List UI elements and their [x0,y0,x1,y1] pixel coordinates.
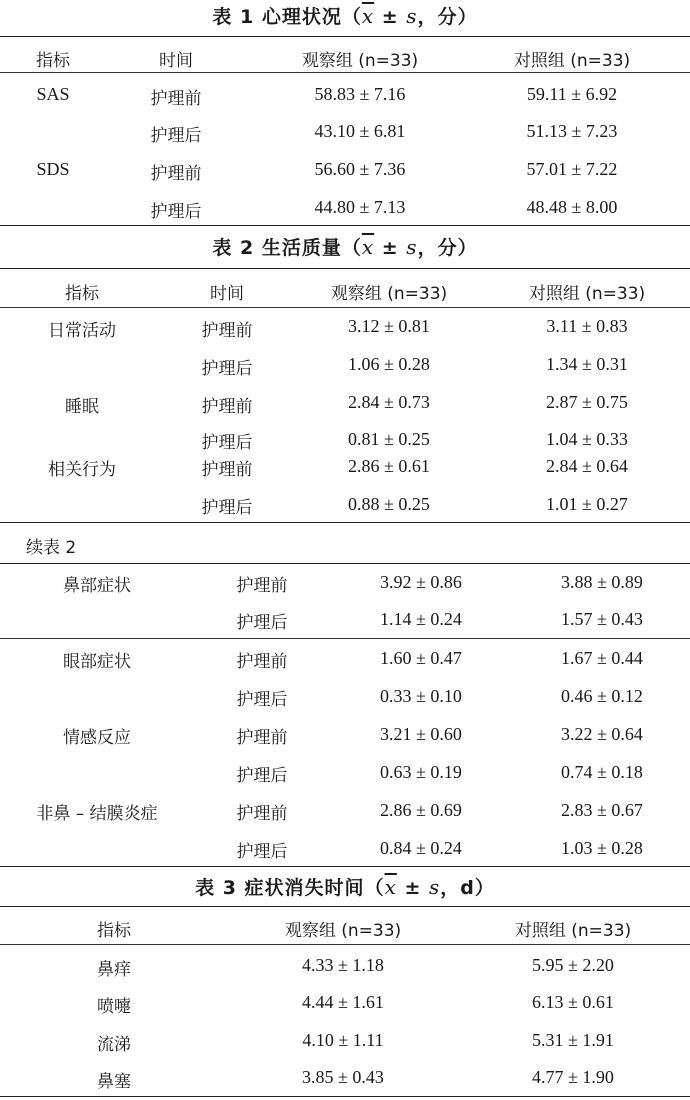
table1-row-time: 护理后 [150,202,202,222]
table1-row-indicator: SAS [36,84,70,104]
table2-cont-obs: 3.21 ± 0.60 [380,724,462,744]
table2-header-observation: 观察组 (n=33) [330,284,448,304]
table2-header-control: 对照组 (n=33) [528,284,646,304]
table2-title-text: 表 2 生活质量（ [212,237,362,259]
table2-bottom-rule [0,522,690,523]
table3-row-indicator: 鼻痒 [97,960,131,980]
table2-row-obs: 2.84 ± 0.73 [348,392,430,412]
table3-title-sd-symbol: s [429,875,441,899]
table1-title-sd-symbol: s [406,4,418,28]
table2-row-indicator: 睡眠 [65,397,99,417]
table1-header-indicator: 指标 [36,51,70,71]
table2-title-sd-symbol: s [406,235,418,259]
table2-header-time: 时间 [210,284,244,304]
table2-row-obs: 1.06 ± 0.28 [348,354,430,374]
table2-row-obs: 0.88 ± 0.25 [348,494,430,514]
continued-top-rule [0,563,690,564]
table2-cont-ctrl: 2.83 ± 0.67 [561,800,643,820]
table2-header-rule [0,307,690,308]
table2-header-indicator: 指标 [65,284,99,304]
table3-top-rule [0,906,690,907]
table1-header-rule [0,72,690,73]
table1-header-observation: 观察组 (n=33) [301,51,419,71]
table3-row-obs: 4.33 ± 1.18 [302,955,384,975]
table1-title [0,2,690,29]
table1-title-text: 表 1 心理状况（ [212,6,362,28]
table2-cont-obs: 0.63 ± 0.19 [380,762,462,782]
table2-cont-obs: 1.60 ± 0.47 [380,648,462,668]
table3-row-indicator: 流涕 [97,1035,131,1055]
table2-title-mean-symbol: $\overline{x}$ [361,235,375,259]
table1-row-obs: 44.80 ± 7.13 [314,197,406,217]
table2-cont-ctrl: 0.74 ± 0.18 [561,762,643,782]
table2-row-time: 护理前 [201,460,253,480]
table3-row-obs: 4.44 ± 1.61 [302,992,384,1012]
table2-cont-time: 护理前 [236,728,288,748]
table3-title-mean-symbol: $\overline{x}$ [384,875,397,899]
table1-header-time: 时间 [159,51,193,71]
table1-row-ctrl: 51.13 ± 7.23 [526,121,618,141]
table2-cont-ctrl: 1.67 ± 0.44 [561,648,643,668]
table2-row-ctrl: 2.84 ± 0.64 [546,456,628,476]
table2-row-obs: 3.12 ± 0.81 [348,316,430,336]
table2-cont-time: 护理前 [236,576,288,596]
table2-cont-indicator: 情感反应 [63,728,131,748]
table1-title-plusminus: ± [374,6,407,28]
table2-cont-time: 护理后 [236,842,288,862]
table2-row-ctrl: 2.87 ± 0.75 [546,392,628,412]
table1-title-unit: ，分） [417,6,478,28]
table2-row-time: 护理前 [201,397,253,417]
table3-row-ctrl: 4.77 ± 1.90 [532,1067,614,1087]
table2-row-ctrl: 3.11 ± 0.83 [546,316,628,336]
table2-cont-obs: 1.14 ± 0.24 [380,609,462,629]
table1-row-obs: 58.83 ± 7.16 [314,84,406,104]
table3-title-plusminus: ± [396,877,429,899]
table2-title-unit: ，分） [417,237,478,259]
table2-cont-ctrl: 0.46 ± 0.12 [561,686,643,706]
table3-row-ctrl: 5.95 ± 2.20 [532,955,614,975]
table1-row-time: 护理后 [150,126,202,146]
table2-row-ctrl: 1.04 ± 0.33 [546,429,628,449]
table2-title [0,233,690,260]
table2-cont-ctrl: 1.57 ± 0.43 [561,609,643,629]
table1-row-obs: 43.10 ± 6.81 [314,121,406,141]
table2-cont-obs: 0.84 ± 0.24 [380,838,462,858]
table1-header-control: 对照组 (n=33) [513,51,631,71]
continued-table-label: 续表 2 [26,538,77,558]
table3-header-rule [0,944,690,945]
continued-bottom-rule [0,866,690,867]
table2-cont-time: 护理后 [236,690,288,710]
table2-row-ctrl: 1.01 ± 0.27 [546,494,628,514]
table2-cont-obs: 2.86 ± 0.69 [380,800,462,820]
table3-header-control: 对照组 (n=33) [514,921,632,941]
table2-cont-indicator: 眼部症状 [63,652,131,672]
table2-row-time: 护理后 [201,359,253,379]
table2-cont-time: 护理后 [236,766,288,786]
table3-bottom-rule [0,1096,690,1097]
table1-row-time: 护理前 [150,89,202,109]
table2-top-rule [0,268,690,269]
table2-row-time: 护理后 [201,498,253,518]
table1-top-rule [0,36,690,37]
table3-row-obs: 3.85 ± 0.43 [302,1067,384,1087]
table2-cont-indicator: 鼻部症状 [63,576,131,596]
table2-cont-time: 护理前 [236,652,288,672]
table3-row-indicator: 鼻塞 [97,1072,131,1092]
continued-mid-rule [0,638,690,639]
table3-row-obs: 4.10 ± 1.11 [302,1030,384,1050]
table2-cont-ctrl: 3.88 ± 0.89 [561,572,643,592]
table3-title-text: 表 3 症状消失时间（ [195,877,385,899]
table1-row-ctrl: 57.01 ± 7.22 [526,159,618,179]
table1-bottom-rule [0,225,690,226]
table3-header-observation: 观察组 (n=33) [284,921,402,941]
table3-row-ctrl: 5.31 ± 1.91 [532,1030,614,1050]
table1-row-ctrl: 59.11 ± 6.92 [526,84,618,104]
table2-cont-obs: 0.33 ± 0.10 [380,686,462,706]
table2-row-time: 护理后 [201,433,253,453]
table2-row-obs: 2.86 ± 0.61 [348,456,430,476]
table2-row-indicator: 日常活动 [48,321,116,341]
table2-cont-ctrl: 1.03 ± 0.28 [561,838,643,858]
table2-row-indicator: 相关行为 [48,460,116,480]
table2-cont-indicator: 非鼻 – 结膜炎症 [36,804,158,824]
table1-row-indicator: SDS [36,159,70,179]
table2-cont-obs: 3.92 ± 0.86 [380,572,462,592]
table2-row-obs: 0.81 ± 0.25 [348,429,430,449]
table3-title-unit: ，d） [440,877,495,899]
table1-title-mean-symbol: $\overline{x}$ [361,4,375,28]
table3-row-indicator: 喷嚏 [97,997,131,1017]
table1-row-ctrl: 48.48 ± 8.00 [526,197,618,217]
table3-header-indicator: 指标 [97,921,131,941]
table2-title-plusminus: ± [374,237,407,259]
table1-row-time: 护理前 [150,164,202,184]
table2-row-time: 护理前 [201,321,253,341]
table3-title [0,873,690,900]
table2-cont-time: 护理前 [236,804,288,824]
table2-row-ctrl: 1.34 ± 0.31 [546,354,628,374]
table3-row-ctrl: 6.13 ± 0.61 [532,992,614,1012]
table2-cont-ctrl: 3.22 ± 0.64 [561,724,643,744]
table2-cont-time: 护理后 [236,613,288,633]
table1-row-obs: 56.60 ± 7.36 [314,159,406,179]
